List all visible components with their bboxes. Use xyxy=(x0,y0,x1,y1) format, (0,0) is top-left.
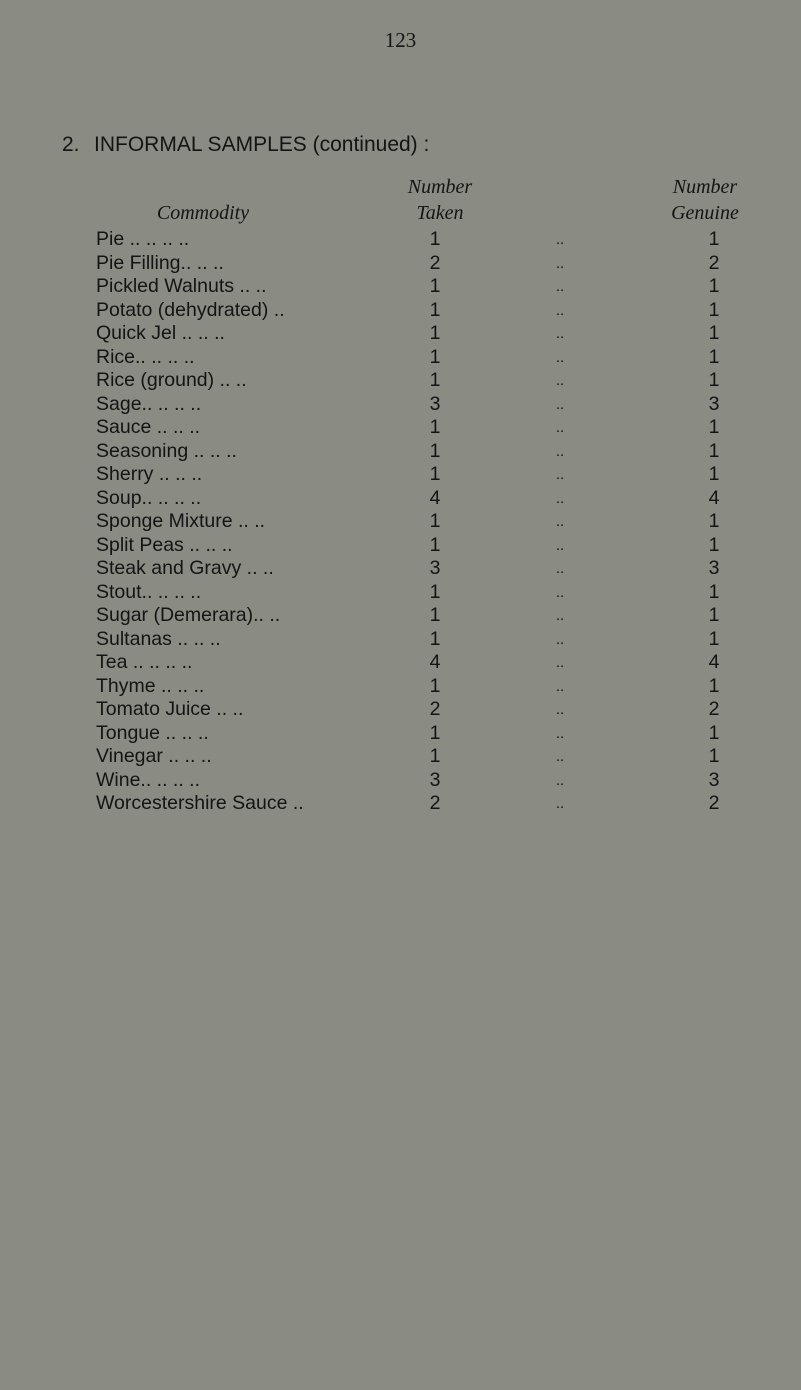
leader-dots: .. xyxy=(555,348,565,366)
table-row xyxy=(0,557,801,581)
commodity-name: Sherry .. .. .. xyxy=(96,463,203,485)
number-taken: 1 xyxy=(429,275,441,297)
number-genuine: 2 xyxy=(708,792,720,814)
header-commodity: Commodity xyxy=(156,202,250,224)
commodity-name: Steak and Gravy .. .. xyxy=(96,557,274,579)
table-row xyxy=(0,393,801,417)
section-heading: INFORMAL SAMPLES (continued) : xyxy=(94,133,430,156)
table-row xyxy=(0,698,801,722)
number-taken: 1 xyxy=(429,721,441,744)
number-genuine: 1 xyxy=(708,674,720,697)
table-row xyxy=(0,369,801,393)
table-row xyxy=(0,745,801,769)
number-genuine: 1 xyxy=(708,463,720,485)
commodity-name: Potato (dehydrated) .. xyxy=(96,298,285,321)
number-taken: 1 xyxy=(429,416,441,438)
page-number: 123 xyxy=(384,28,417,52)
leader-dots: .. xyxy=(555,489,565,507)
leader-dots: .. xyxy=(555,395,565,413)
commodity-name: Quick Jel .. .. .. xyxy=(96,322,225,344)
number-taken: 2 xyxy=(429,698,441,720)
leader-dots: .. xyxy=(555,442,565,460)
number-taken: 2 xyxy=(429,251,441,274)
commodity-name: Soup.. .. .. .. xyxy=(96,486,202,509)
commodity-name: Vinegar .. .. .. xyxy=(96,745,212,767)
number-taken: 1 xyxy=(429,510,441,532)
leader-dots: .. xyxy=(555,654,565,671)
number-genuine: 3 xyxy=(708,392,720,415)
leader-dots: .. xyxy=(555,701,565,718)
header-taken-line2: Taken xyxy=(416,202,464,224)
leader-dots: .. xyxy=(555,724,565,742)
table-row xyxy=(0,675,801,699)
number-genuine: 2 xyxy=(708,251,720,274)
header-number-genuine xyxy=(650,174,760,226)
section-number: 2. xyxy=(62,133,80,156)
commodity-name: Worcestershire Sauce .. xyxy=(96,792,304,814)
leader-dots: .. xyxy=(555,278,565,295)
leader-dots: .. xyxy=(555,560,565,577)
commodity-name: Tongue .. .. .. xyxy=(96,721,209,744)
leader-dots: .. xyxy=(555,466,565,483)
leader-dots: .. xyxy=(555,795,565,812)
number-genuine: 1 xyxy=(708,416,720,438)
number-genuine: 1 xyxy=(708,298,720,321)
table-row xyxy=(0,299,801,323)
table-row xyxy=(0,510,801,534)
table-row xyxy=(0,628,801,652)
number-taken: 1 xyxy=(429,228,441,250)
number-taken: 1 xyxy=(429,463,441,485)
commodity-name: Thyme .. .. .. xyxy=(96,674,205,697)
table-row xyxy=(0,275,801,299)
section-title xyxy=(62,133,429,157)
commodity-name: Rice (ground) .. .. xyxy=(96,369,247,391)
commodity-name: Sponge Mixture .. .. xyxy=(96,510,266,532)
number-taken: 3 xyxy=(429,392,441,415)
number-taken: 1 xyxy=(429,627,441,650)
commodity-name: Stout.. .. .. .. xyxy=(96,580,202,603)
table-row xyxy=(0,252,801,276)
number-genuine: 1 xyxy=(708,369,720,391)
header-taken-line1: Number xyxy=(407,176,473,198)
samples-table xyxy=(0,228,801,816)
commodity-name: Wine.. .. .. .. xyxy=(96,768,201,791)
table-row xyxy=(0,440,801,464)
number-genuine: 3 xyxy=(708,768,720,791)
header-number-taken xyxy=(385,174,495,226)
number-taken: 4 xyxy=(429,486,441,509)
number-genuine: 4 xyxy=(708,651,720,673)
table-row xyxy=(0,228,801,252)
number-taken: 1 xyxy=(429,674,441,697)
leader-dots: .. xyxy=(555,677,565,695)
leader-dots: .. xyxy=(555,536,565,554)
commodity-name: Seasoning .. .. .. xyxy=(96,439,237,462)
commodity-name: Rice.. .. .. .. xyxy=(96,345,195,368)
number-genuine: 1 xyxy=(708,580,720,603)
number-genuine: 1 xyxy=(708,604,720,626)
number-taken: 1 xyxy=(429,580,441,603)
number-genuine: 2 xyxy=(708,698,720,720)
leader-dots: .. xyxy=(555,325,565,342)
leader-dots: .. xyxy=(555,630,565,648)
commodity-name: Tomato Juice .. .. xyxy=(96,698,244,720)
leader-dots: .. xyxy=(555,748,565,765)
number-taken: 1 xyxy=(429,369,441,391)
table-row xyxy=(0,487,801,511)
leader-dots: .. xyxy=(555,301,565,319)
number-genuine: 1 xyxy=(708,228,720,250)
table-row xyxy=(0,534,801,558)
table-row xyxy=(0,769,801,793)
leader-dots: .. xyxy=(555,771,565,789)
number-taken: 1 xyxy=(429,322,441,344)
table-row xyxy=(0,651,801,675)
number-genuine: 1 xyxy=(708,439,720,462)
commodity-name: Tea .. .. .. .. xyxy=(96,651,193,673)
number-genuine: 1 xyxy=(708,627,720,650)
commodity-name: Split Peas .. .. .. xyxy=(96,533,233,556)
number-taken: 1 xyxy=(429,298,441,321)
commodity-name: Sugar (Demerara).. .. xyxy=(96,604,281,626)
number-taken: 1 xyxy=(429,345,441,368)
leader-dots: .. xyxy=(555,419,565,436)
number-genuine: 1 xyxy=(708,721,720,744)
number-taken: 4 xyxy=(429,651,441,673)
leader-dots: .. xyxy=(555,513,565,530)
leader-dots: .. xyxy=(555,583,565,601)
header-genuine-line1: Number xyxy=(672,176,738,198)
header-genuine-line2: Genuine xyxy=(671,202,739,224)
commodity-name: Pickled Walnuts .. .. xyxy=(96,275,267,297)
commodity-name: Sage.. .. .. .. xyxy=(96,392,202,415)
table-row xyxy=(0,322,801,346)
number-genuine: 1 xyxy=(708,345,720,368)
table-row xyxy=(0,463,801,487)
number-taken: 1 xyxy=(429,604,441,626)
number-genuine: 1 xyxy=(708,322,720,344)
leader-dots: .. xyxy=(555,254,565,272)
number-taken: 1 xyxy=(429,533,441,556)
number-genuine: 3 xyxy=(708,557,720,579)
number-genuine: 1 xyxy=(708,533,720,556)
number-genuine: 1 xyxy=(708,510,720,532)
table-row xyxy=(0,722,801,746)
number-taken: 2 xyxy=(429,792,441,814)
number-taken: 3 xyxy=(429,768,441,791)
leader-dots: .. xyxy=(555,607,565,624)
table-row xyxy=(0,346,801,370)
table-row xyxy=(0,792,801,816)
number-taken: 3 xyxy=(429,557,441,579)
leader-dots: .. xyxy=(555,372,565,389)
leader-dots: .. xyxy=(555,231,565,248)
table-row xyxy=(0,581,801,605)
number-taken: 1 xyxy=(429,745,441,767)
commodity-name: Sultanas .. .. .. xyxy=(96,627,221,650)
number-genuine: 1 xyxy=(708,745,720,767)
commodity-name: Pie Filling.. .. .. xyxy=(96,251,224,274)
table-row xyxy=(0,604,801,628)
number-taken: 1 xyxy=(429,439,441,462)
commodity-name: Sauce .. .. .. xyxy=(96,416,201,438)
commodity-name: Pie .. .. .. .. xyxy=(96,228,190,250)
table-row xyxy=(0,416,801,440)
number-genuine: 4 xyxy=(708,486,720,509)
number-genuine: 1 xyxy=(708,275,720,297)
